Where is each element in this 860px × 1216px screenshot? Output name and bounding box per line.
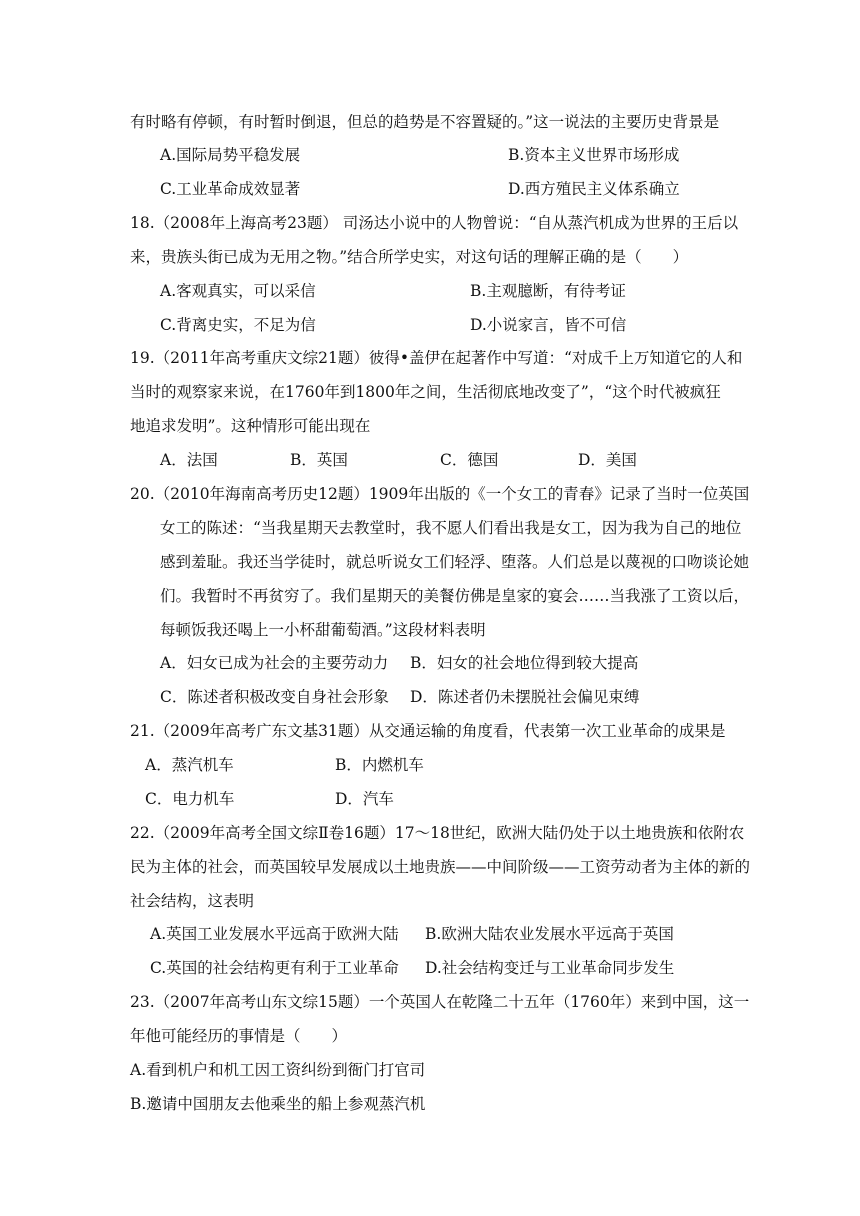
q19-option-a: A．法国 — [160, 451, 218, 469]
q21-option-a: A．蒸汽机车 — [145, 756, 234, 774]
q20-stem-line-3: 感到羞耻。我还当学徒时，就总听说女工们轻浮、堕落。人们总是以蔑视的口吻谈论她 — [160, 553, 750, 571]
q20-stem-line-5: 每顿饭我还喝上一小杯甜葡萄酒。”这段材料表明 — [160, 621, 486, 639]
q22-stem-line-2: 民为主体的社会，而英国较早发展成以土地贵族——中间阶级——工资劳动者为主体的新的 — [130, 858, 751, 876]
q20-stem-line-1: 20.（2010年海南高考历史12题）1909年出版的《一个女工的青春》记录了当时一位英国 — [130, 485, 750, 503]
q20-option-c: C．陈述者积极改变自身社会形象 — [160, 688, 389, 706]
q19-stem-line-3: 地追求发明”。这种情形可能出现在 — [130, 417, 371, 435]
q18-option-c: C.背离史实，不足为信 — [160, 316, 316, 334]
q20-option-a: A．妇女已成为社会的主要劳动力 — [160, 654, 389, 672]
q17-stem-line: 有时略有停顿，有时暂时倒退，但总的趋势是不容置疑的。”这一说法的主要历史背景是 — [130, 113, 720, 131]
q18-option-d: D.小说家言，皆不可信 — [470, 316, 627, 334]
q17-option-d: D.西方殖民主义体系确立 — [508, 180, 680, 198]
q17-option-c: C.工业革命成效显著 — [160, 180, 301, 198]
q19-stem-line-1: 19.（2011年高考重庆文综21题）彼得•盖伊在起著作中写道：“对成千上万知道它的人和 — [130, 349, 743, 367]
q19-option-c: C．德国 — [440, 451, 499, 469]
q23-stem-line-1: 23.（2007年高考山东文综15题）一个英国人在乾隆二十五年（1760年）来到中国，这一 — [130, 993, 750, 1011]
q20-option-d: D．陈述者仍未摆脱社会偏见束缚 — [410, 688, 640, 706]
q20-option-b: B．妇女的社会地位得到较大提高 — [410, 654, 639, 672]
q18-stem-line-2: 来，贵族头街已成为无用之物。”结合所学史实，对这句话的理解正确的是（ ） — [130, 248, 689, 266]
q22-stem-line-1: 22.（2009年高考全国文综Ⅱ卷16题）17～18世纪，欧洲大陆仍处于以土地贵族和依附农 — [130, 824, 745, 842]
q17-option-a: A.国际局势平稳发展 — [160, 146, 301, 164]
q22-stem-line-3: 社会结构，这表明 — [130, 892, 255, 910]
q22-option-c: C.英国的社会结构更有利于工业革命 — [150, 959, 399, 977]
q22-option-d: D.社会结构变迁与工业革命同步发生 — [425, 959, 675, 977]
q21-stem-line-1: 21.（2009年高考广东文基31题）从交通运输的角度看，代表第一次工业革命的成果是 — [130, 722, 726, 740]
q18-option-a: A.客观真实，可以采信 — [160, 282, 316, 300]
q23-option-a: A.看到机户和机工因工资纠纷到衙门打官司 — [130, 1061, 426, 1079]
q18-stem-line-1: 18.（2008年上海高考23题） 司汤达小说中的人物曾说：“自从蒸汽机成为世界的王后以 — [130, 214, 739, 232]
q21-option-c: C．电力机车 — [145, 790, 235, 808]
q17-option-b: B.资本主义世界市场形成 — [508, 146, 680, 164]
q23-option-b: B.邀请中国朋友去他乘坐的船上参观蒸汽机 — [130, 1095, 426, 1113]
q19-stem-line-2: 当时的观察家来说，在1760年到1800年之间，生活彻底地改变了”，“这个时代被疯狂 — [130, 383, 721, 401]
q19-option-d: D．美国 — [578, 451, 637, 469]
q23-stem-line-2: 年他可能经历的事情是（ ） — [130, 1027, 348, 1045]
q21-option-b: B．内燃机车 — [335, 756, 424, 774]
q18-option-b: B.主观臆断，有待考证 — [470, 282, 626, 300]
q20-stem-line-4: 们。我暂时不再贫穷了。我们星期天的美餐仿佛是皇家的宴会……当我涨了工资以后， — [160, 587, 750, 605]
q21-option-d: D．汽车 — [335, 790, 394, 808]
q19-option-b: B．英国 — [290, 451, 348, 469]
q20-stem-line-2: 女工的陈述：“当我星期天去教堂时，我不愿人们看出我是女工，因为我为自己的地位 — [160, 519, 742, 537]
q22-option-b: B.欧洲大陆农业发展水平远高于英国 — [425, 925, 674, 943]
q22-option-a: A.英国工业发展水平远高于欧洲大陆 — [150, 925, 399, 943]
